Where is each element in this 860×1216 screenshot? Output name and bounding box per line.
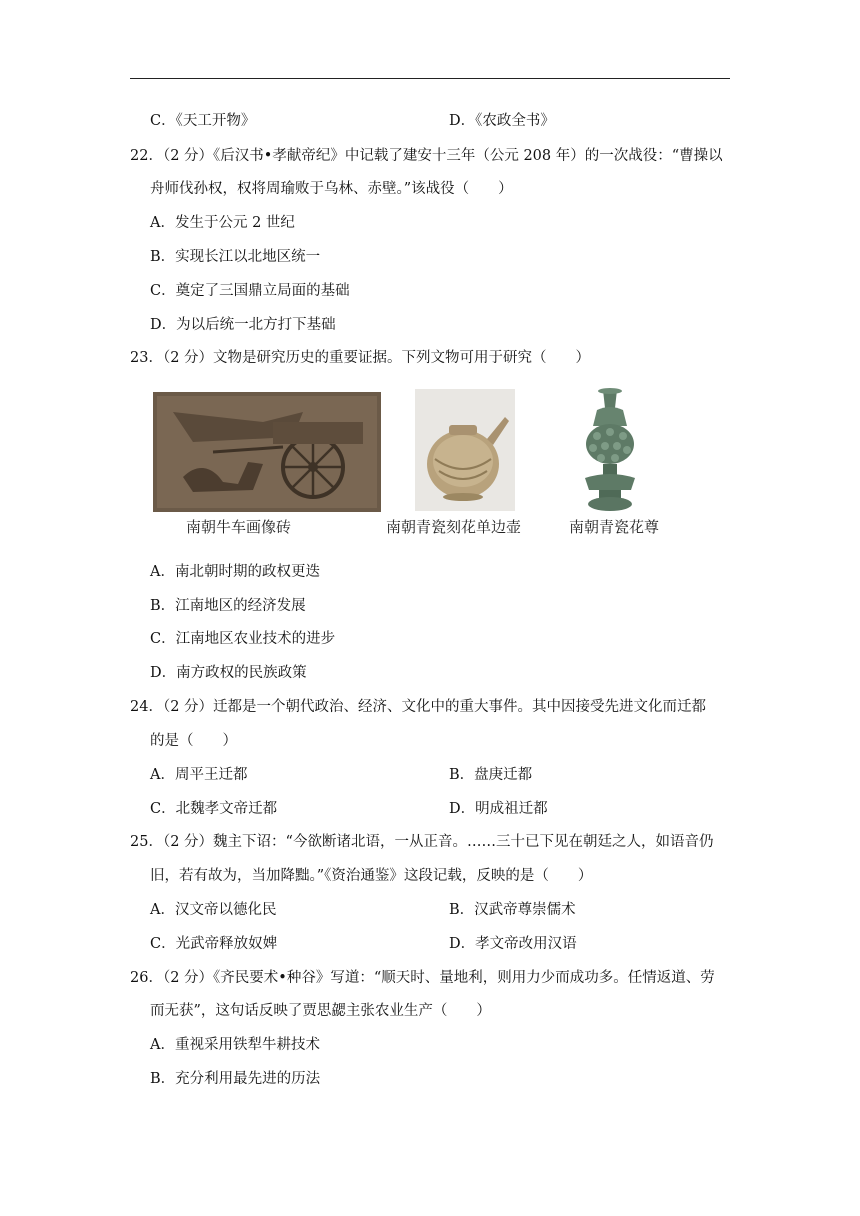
q25-option-a: A．汉文帝以德化民 <box>150 902 277 918</box>
q22-option-b: B．实现长江以北地区统一 <box>150 249 321 265</box>
q26-stem-line1: 26．（2 分）《齐民要术•种谷》写道：“顺天时、量地利，则用力少而成功多。任情返道、劳 <box>130 970 715 986</box>
q24-option-c: C．北魏孝文帝迁都 <box>150 801 278 817</box>
q24-stem-line1: 24．（2 分）迁都是一个朝代政治、经济、文化中的重大事件。其中因接受先进文化而迁都 <box>130 699 707 715</box>
q22-stem-line1: 22．（2 分）《后汉书•孝献帝纪》中记载了建安十三年（公元 208 年）的一次战役：“曹操以 <box>130 148 723 164</box>
q23-figure1-caption: 南朝牛车画像砖 <box>186 518 292 536</box>
celadon-lotus-vase-icon <box>575 386 645 514</box>
q23-option-b: B．江南地区的经济发展 <box>150 598 306 614</box>
q22-option-a: A．发生于公元 2 世纪 <box>150 215 295 231</box>
q25-option-d: D．孝文帝改用汉语 <box>449 936 577 952</box>
header-rule <box>130 78 730 79</box>
q25-stem-line2: 旧，若有故为，当加降黜。”《资治通鉴》这段记载，反映的是（ ） <box>150 868 593 884</box>
q23-option-a: A．南北朝时期的政权更迭 <box>150 564 320 580</box>
q23-figure3-caption: 南朝青瓷花尊 <box>569 518 660 536</box>
q24-option-d: D．明成祖迁都 <box>449 801 548 817</box>
q23-option-d: D．南方政权的民族政策 <box>150 665 307 681</box>
relief-brick-ox-cart-icon <box>153 392 381 512</box>
q21-option-c: C．《天工开物》 <box>150 113 256 129</box>
q21-option-d: D．《农政全书》 <box>449 113 555 129</box>
q22-option-c: C．奠定了三国鼎立局面的基础 <box>150 283 350 299</box>
q23-figure-group <box>150 382 690 547</box>
q25-stem-line1: 25．（2 分）魏主下诏：“今欲断诸北语，一从正音。……三十已下见在朝廷之人，如语音仍 <box>130 834 714 850</box>
q26-option-a: A．重视采用铁犁牛耕技术 <box>150 1037 320 1053</box>
q22-option-d: D．为以后统一北方打下基础 <box>150 317 336 333</box>
q24-option-b: B．盘庚迁都 <box>449 767 533 783</box>
q26-stem-line2: 而无获”，这句话反映了贾思勰主张农业生产（ ） <box>150 1003 491 1019</box>
q24-stem-line2: 的是（ ） <box>150 733 237 749</box>
q25-option-c: C．光武帝释放奴婢 <box>150 936 278 952</box>
q23-figure2-caption: 南朝青瓷刻花单边壶 <box>386 518 522 536</box>
q22-stem-line2: 舟师伐孙权，权将周瑜败于乌林、赤壁。”该战役（ ） <box>150 181 513 197</box>
q25-option-b: B．汉武帝尊崇儒术 <box>449 902 576 918</box>
q23-option-c: C．江南地区农业技术的进步 <box>150 631 336 647</box>
q26-option-b: B．充分利用最先进的历法 <box>150 1071 321 1087</box>
q23-stem-line1: 23．（2 分）文物是研究历史的重要证据。下列文物可用于研究（ ） <box>130 350 591 366</box>
q24-option-a: A．周平王迁都 <box>150 767 248 783</box>
celadon-pot-icon <box>415 389 515 511</box>
